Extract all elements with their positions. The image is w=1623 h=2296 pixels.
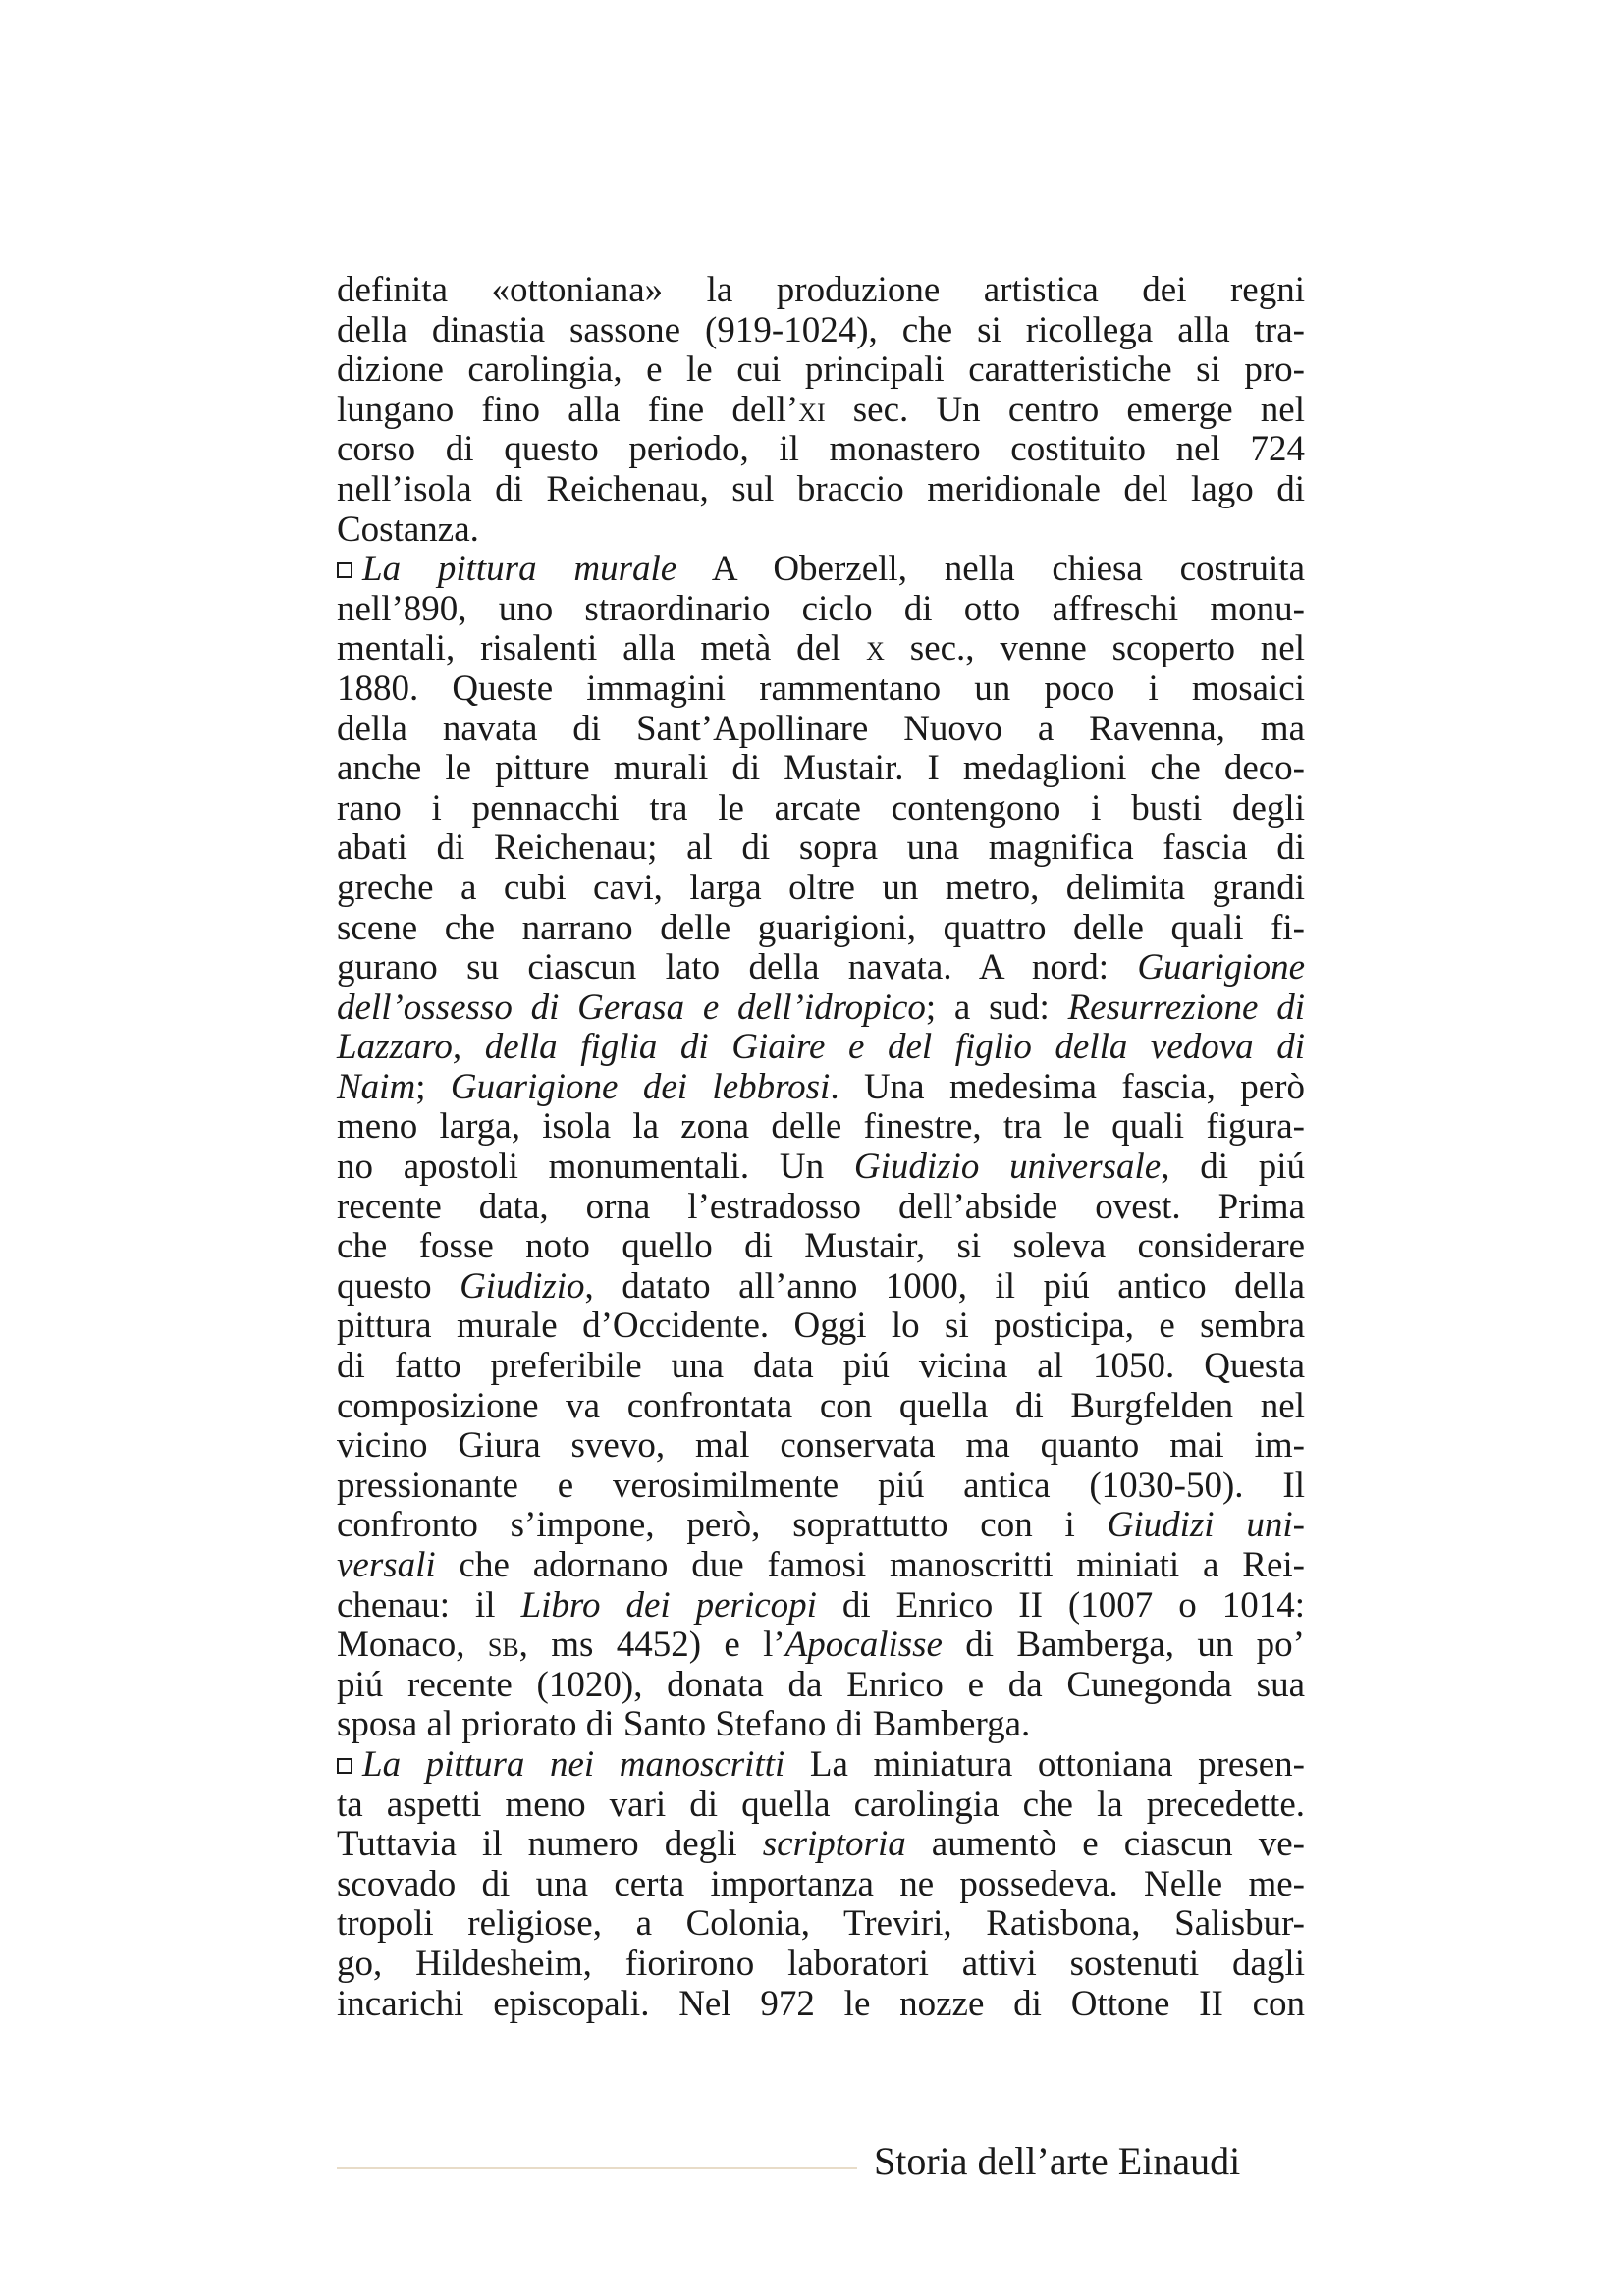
text-line: questo Giudizio, datato all’anno 1000, il piú antico della [337, 1265, 1305, 1307]
section-heading-line: La pittura nei manoscritti La miniatura ottoniana presen- [337, 1745, 1305, 1786]
section-heading-line: La pittura murale A Oberzell, nella chiesa costruita [337, 550, 1305, 590]
text-line: rano i pennacchi tra le arcate contengono i busti degli [337, 787, 1305, 828]
text-line: Monaco, sb, ms 4452) e l’Apocalisse di Bamberga, un po’ [337, 1625, 1305, 1666]
text-line: go, Hildesheim, fiorirono laboratori attivi sostenuti dagli [337, 1943, 1305, 1984]
section-heading: La pittura nei manoscritti [362, 1743, 785, 1785]
text-line: dizione carolingia, e le cui principali caratteristiche si pro- [337, 349, 1305, 391]
text-line: di fatto preferibile una data piú vicina al 1050. Questa [337, 1346, 1305, 1387]
text-line: nell’isola di Reichenau, sul braccio meridionale del lago di [337, 468, 1305, 509]
text-line: pittura murale d’Occidente. Oggi lo si posticipa, e sembra [337, 1306, 1305, 1347]
footer-divider [337, 2167, 857, 2169]
text-line: confronto s’impone, però, soprattutto con i Giudizi uni- [337, 1505, 1305, 1546]
text-line: Lazzaro, della figlia di Giaire e del figlio della vedova di [337, 1027, 1305, 1068]
text-line: no apostoli monumentali. Un Giudizio universale, di piú [337, 1147, 1306, 1188]
section-heading: La pittura murale [362, 549, 677, 590]
text-line: versali che adornano due famosi manoscritti miniati a Rei- [337, 1545, 1305, 1585]
footer-title: Storia dell’arte Einaudi [874, 2139, 1241, 2183]
section-bullet-icon [337, 1758, 352, 1774]
text-line: ta aspetti meno vari di quella carolingia che la precedette. [337, 1784, 1305, 1825]
text-line: che fosse noto quello di Mustair, si soleva considerare [337, 1226, 1305, 1267]
text-line: anche le pitture murali di Mustair. I medaglioni che deco- [337, 748, 1305, 789]
text-line: nell’890, uno straordinario ciclo di otto affreschi monu- [337, 588, 1305, 629]
text-line: mentali, risalenti alla metà del x sec., venne scoperto nel [337, 628, 1305, 669]
text-line: Costanza. [337, 508, 479, 550]
section-bullet-icon [337, 562, 352, 578]
text-line: sposa al priorato di Santo Stefano di Bamberga. [337, 1704, 1031, 1745]
text-line: meno larga, isola la zona delle finestre, tra le quali figura- [337, 1106, 1305, 1148]
body-text [337, 271, 1305, 2024]
text-line: greche a cubi cavi, larga oltre un metro, delimita grandi [337, 867, 1305, 908]
text-line: piú recente (1020), donata da Enrico e da Cunegonda sua [337, 1664, 1305, 1705]
text-line: scene che narrano delle guarigioni, quattro delle quali fi- [337, 907, 1305, 948]
text-line: lungano fino alla fine dell’xi sec. Un centro emerge nel [337, 389, 1305, 430]
text-line: pressionante e verosimilmente piú antica (1030-50). Il [337, 1465, 1305, 1506]
text-line: recente data, orna l’estradosso dell’abside ovest. Prima [337, 1186, 1305, 1227]
text-line: tropoli religiose, a Colonia, Treviri, Ratisbona, Salisbur- [337, 1903, 1305, 1945]
text-line: gurano su ciascun lato della navata. A nord: Guarigione [337, 947, 1305, 988]
text-line: abati di Reichenau; al di sopra una magnifica fascia di [337, 828, 1305, 869]
text-line: della navata di Sant’Apollinare Nuovo a Ravenna, ma [337, 708, 1305, 749]
text-line: Naim; Guarigione dei lebbrosi. Una medesima fascia, però [337, 1066, 1305, 1107]
text-line: vicino Giura svevo, mal conservata ma quanto mai im- [337, 1425, 1305, 1467]
text-line: scovado di una certa importanza ne possedeva. Nelle me- [337, 1863, 1305, 1904]
text-line: Tuttavia il numero degli scriptoria aumentò e ciascun ve- [337, 1824, 1305, 1865]
text-line: definita «ottoniana» la produzione artistica dei regni [337, 270, 1305, 310]
text-line: dell’ossesso di Gerasa e dell’idropico; a sud: Resurrezione di [337, 987, 1305, 1028]
text-line: della dinastia sassone (919-1024), che si ricollega alla tra- [337, 309, 1305, 350]
text-line: incarichi episcopali. Nel 972 le nozze di Ottone II con [337, 1983, 1305, 2024]
text-line: 1880. Queste immagini rammentano un poco i mosaici [337, 667, 1305, 709]
text-line: corso di questo periodo, il monastero costituito nel 724 [337, 429, 1305, 470]
text-line: composizione va confrontata con quella di Burgfelden nel [337, 1385, 1305, 1426]
text-line: chenau: il Libro dei pericopi di Enrico II (1007 o 1014: [337, 1584, 1305, 1626]
